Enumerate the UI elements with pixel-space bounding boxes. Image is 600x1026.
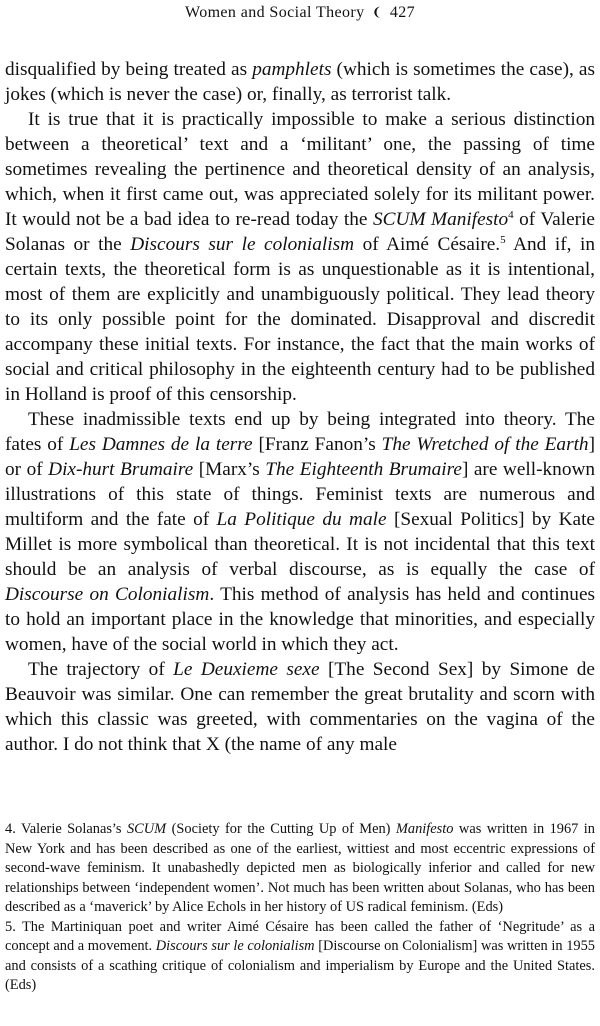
- italic-run: pamphlets: [252, 59, 332, 80]
- text-run: These inadmissible texts end up by being integrated into theory. The fates of: [5, 409, 595, 455]
- footnote-ref-5[interactable]: 5: [500, 234, 506, 246]
- footnote-5: [5, 918, 595, 996]
- italic-run: Manifesto: [395, 821, 454, 837]
- ornament-icon: ❨: [371, 5, 383, 19]
- footnotes: [5, 820, 595, 996]
- italic-run: Discourse on Colonialism: [5, 584, 210, 605]
- text-run: ] or of: [5, 434, 595, 480]
- italic-run: SCUM: [126, 821, 167, 837]
- text-run: It is true that it is practically impossible to make a serious distinction between a theoretical’ text and a ‘militant’ one, the passing of time sometimes revealing the pertinence and theoretical density of an analysis, which, when it first came out, was appreciated solely for its militant power. It would not be a bad idea to re-read today the: [5, 109, 595, 230]
- text-run: of Aimé Césaire.: [354, 234, 501, 255]
- text-run: [Discourse on Colonialism] was written in 1955 and consists of a scathing critique of colonialism and imperialism by Europe and the United States. (Eds): [5, 938, 595, 993]
- body-text: [5, 57, 595, 757]
- text-run: [The Second Sex] by Simone de Beauvoir was similar. One can remember the great brutality and scorn with which this classic was greeted, with commentaries on the vagina of the author. I do not think that X (the name of any male: [5, 659, 595, 755]
- text-run: [Sexual Politics] by Kate Millet is more symbolical than theoretical. It is not incidental that this text should be an analysis of verbal discourse, as is equally the case of: [5, 509, 595, 580]
- text-run: [Franz Fanon’s: [252, 434, 382, 455]
- text-run: was written in 1967 in New York and has been described as one of the earliest, wittiest and most eccentric expressions of second-wave feminism. It unabashedly depicted men as biologically inferior and called for new relationships between ‘independent women’. Not much has been written about Solanas, who has been described as a ‘maverick’ by Alice Echols in her history of US radical feminism. (Eds): [5, 821, 595, 915]
- text-run: And if, in certain texts, the theoretical form is as unquestionable as it is intentional, most of them are explicitly and unambiguously political. They lead theory to its only possible point for the dominated. Disapproval and discredit accompany these initial texts. For instance, the fact that the main works of social and critical philosophy in the eighteenth century had to be published in Holland is proof of this censorship.: [5, 234, 596, 405]
- text-run: The trajectory of: [28, 659, 174, 680]
- page-number: 427: [389, 4, 416, 21]
- italic-run: Le Deuxieme sexe: [173, 659, 320, 680]
- paragraph-3: [5, 407, 595, 657]
- italic-run: The Eighteenth Brumaire: [265, 459, 462, 480]
- text-run: . This method of analysis has held and continues to hold an important place in the knowledge that minorities, and especially women, have of the social world in which they act.: [5, 584, 596, 655]
- text-run: of Valerie Solanas or the: [5, 209, 595, 255]
- text-run: 4. Valerie Solanas’s: [5, 821, 127, 837]
- running-head: [0, 2, 600, 23]
- italic-run: Les Damnes de la terre: [69, 434, 253, 455]
- footnote-4: [5, 820, 595, 918]
- italic-run: The Wretched of the Earth: [381, 434, 589, 455]
- text-run: disqualified by being treated as: [5, 59, 253, 80]
- text-run: [Marx’s: [193, 459, 266, 480]
- italic-run: SCUM Manifesto: [373, 209, 509, 230]
- footnote-ref-4[interactable]: 4: [508, 209, 514, 221]
- text-run: (Society for the Cutting Up of Men): [166, 821, 396, 837]
- italic-run: Discours sur le colonialism: [130, 234, 355, 255]
- paragraph-4: [5, 657, 595, 757]
- italic-run: Discours sur le colonialism: [155, 938, 315, 954]
- text-run: ] are well-known illustrations of this state of things. Feminist texts are numerous and multiform and the fate of: [5, 459, 596, 530]
- italic-run: La Politique du male: [216, 509, 387, 530]
- italic-run: Dix-hurt Brumaire: [48, 459, 194, 480]
- text-run: 5. The Martiniquan poet and writer Aimé Césaire has been called the father of ‘Negritude’ as a concept and a movement.: [5, 918, 595, 954]
- running-head-title: Women and Social Theory: [184, 4, 365, 21]
- paragraph-1: [5, 57, 595, 107]
- text-run: (which is sometimes the case), as jokes (which is never the case) or, finally, as terrorist talk.: [5, 59, 595, 105]
- paragraph-2: [5, 107, 595, 407]
